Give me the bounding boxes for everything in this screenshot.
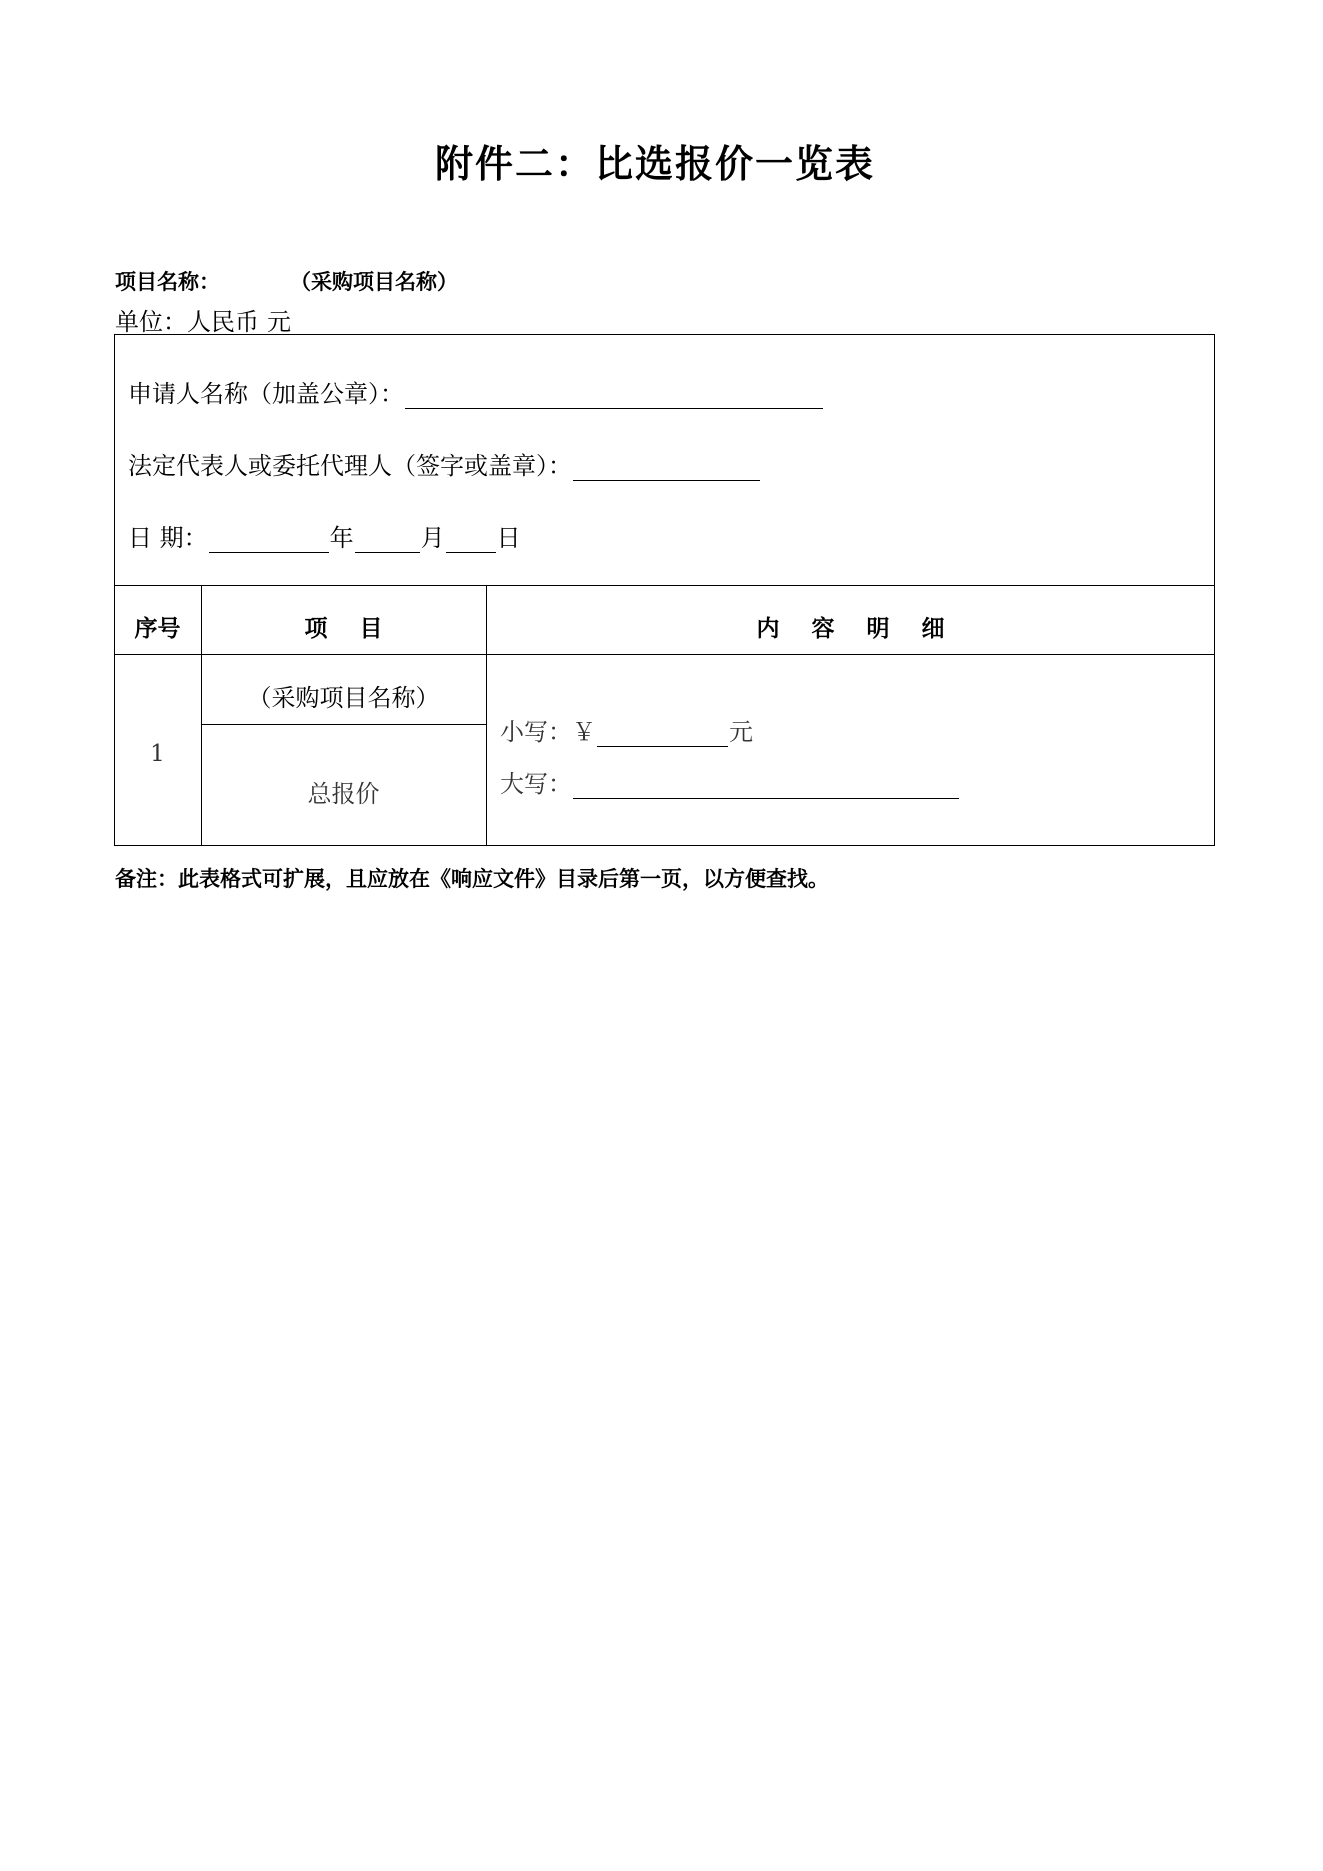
project-name-line xyxy=(115,266,458,296)
total-price-cell: 总报价 xyxy=(307,780,380,808)
amount-words-blank[interactable] xyxy=(573,772,959,799)
table-divider xyxy=(114,654,1215,655)
currency-unit-label: 单位：人民币 xyxy=(115,308,259,336)
header-detail: 内 容 明 细 xyxy=(756,615,945,642)
month-blank[interactable] xyxy=(355,526,420,553)
date-label: 日 期： xyxy=(128,524,208,552)
item-name-cell: （采购项目名称） xyxy=(247,684,440,712)
amount-figures-field xyxy=(500,712,753,747)
amount-figures-blank[interactable] xyxy=(597,720,728,747)
amount-words-label: 大写： xyxy=(500,770,572,798)
currency-unit-line xyxy=(115,302,291,337)
representative-label: 法定代表人或委托代理人（签字或盖章）： xyxy=(128,452,572,480)
day-label: 日 xyxy=(496,524,521,552)
month-label: 月 xyxy=(420,524,445,552)
applicant-name-label: 申请人名称（加盖公章）： xyxy=(128,380,404,408)
day-blank[interactable] xyxy=(446,526,496,553)
representative-blank[interactable] xyxy=(573,454,760,481)
date-field xyxy=(128,518,521,553)
currency-unit-value: 元 xyxy=(267,308,291,336)
table-divider xyxy=(114,585,1215,586)
representative-field xyxy=(128,446,761,481)
year-label: 年 xyxy=(329,524,354,552)
header-seq: 序号 xyxy=(134,615,181,642)
amount-figures-label: 小写：￥ xyxy=(500,718,596,746)
row-seq: 1 xyxy=(150,741,165,767)
page-title: 附件二：比选报价一览表 xyxy=(434,141,875,186)
amount-words-field xyxy=(500,764,960,799)
project-name-value: （采购项目名称） xyxy=(290,269,458,294)
footnote: 备注：此表格式可扩展，且应放在《响应文件》目录后第一页，以方便查找。 xyxy=(115,866,829,891)
project-name-label: 项目名称： xyxy=(115,269,220,294)
table-divider xyxy=(201,724,486,725)
amount-figures-unit: 元 xyxy=(729,718,753,746)
header-item: 项 目 xyxy=(304,615,383,642)
year-blank[interactable] xyxy=(209,526,329,553)
applicant-name-blank[interactable] xyxy=(405,382,823,409)
applicant-name-field xyxy=(128,374,824,409)
